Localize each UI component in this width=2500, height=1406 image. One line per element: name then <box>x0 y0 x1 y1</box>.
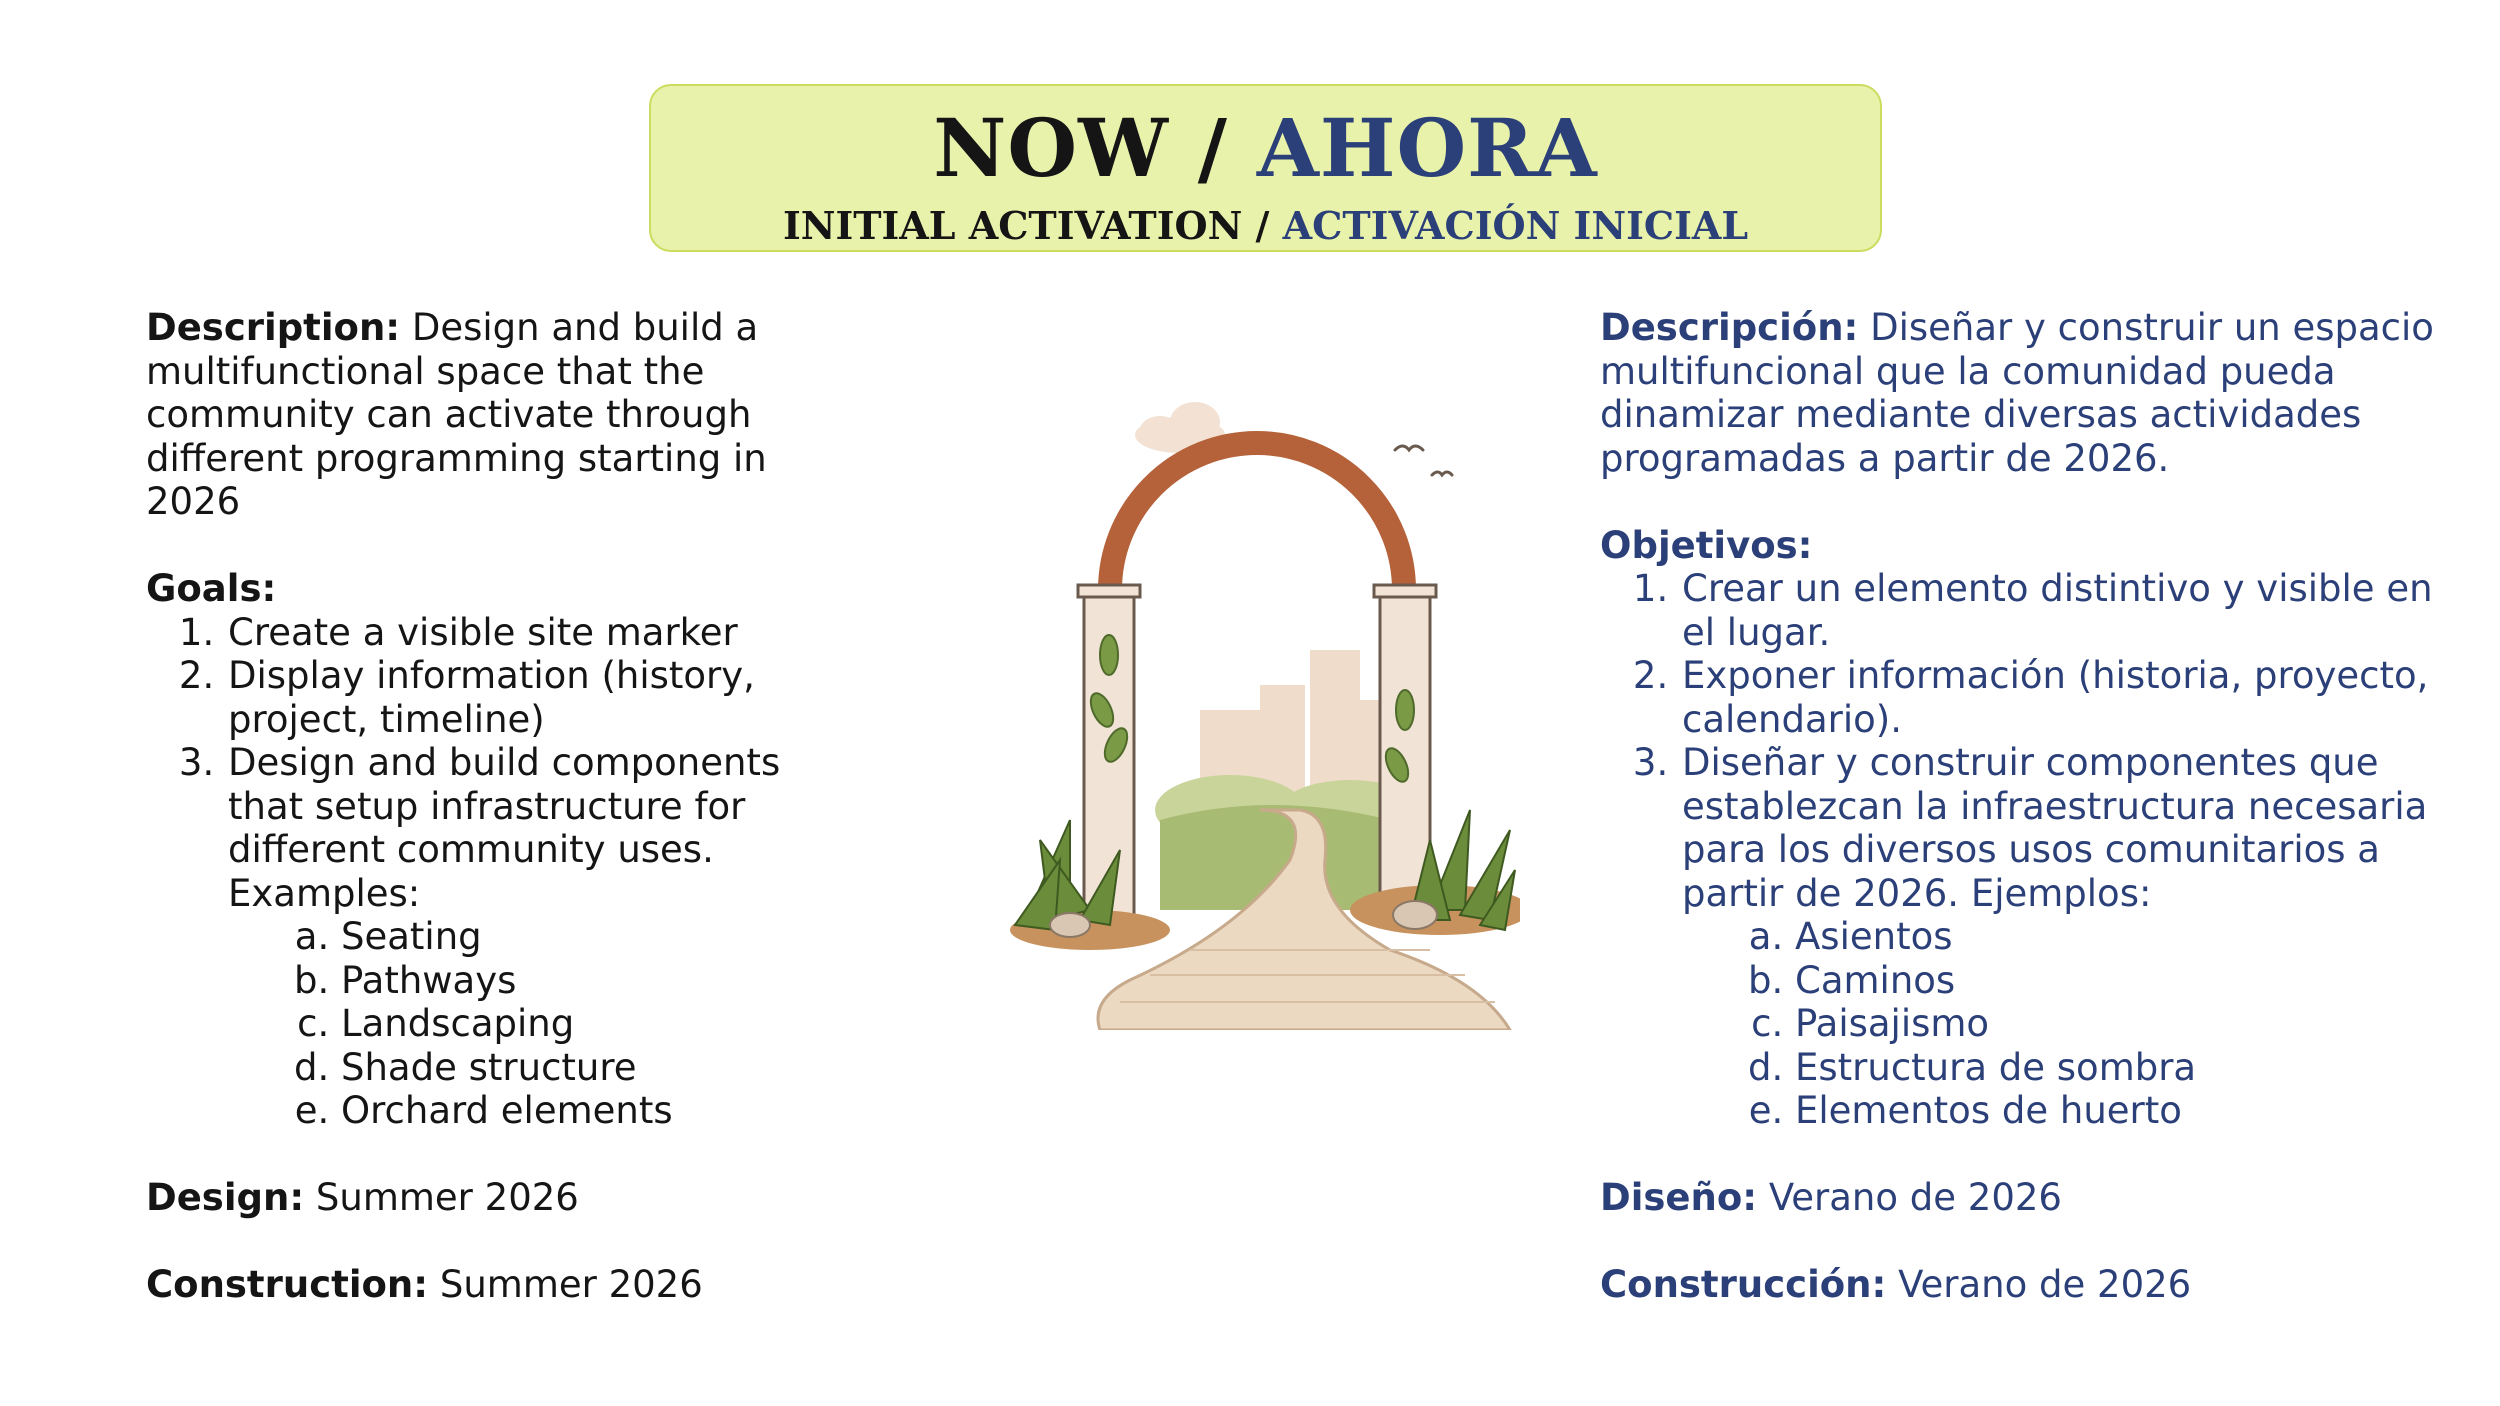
english-construction-value: Summer 2026 <box>428 1263 703 1306</box>
spanish-example-item: e. Elementos de huerto <box>1795 1089 2450 1133</box>
archway <box>1110 443 1404 590</box>
english-description <box>146 306 866 524</box>
english-goal-item: 1. Create a visible site marker <box>226 611 866 655</box>
english-examples-list <box>228 915 866 1133</box>
spanish-column <box>1600 306 2450 1307</box>
birds-icon <box>1395 446 1452 475</box>
page-subtitle <box>651 203 1880 248</box>
spanish-goal-item: 1. Crear un elemento distintivo y visible en el lugar. <box>1680 567 2450 654</box>
subtitle-separator: / <box>1242 203 1283 248</box>
spanish-design-label: Diseño: <box>1600 1176 1758 1219</box>
english-construction-line <box>146 1263 866 1307</box>
english-column <box>146 306 866 1307</box>
english-example-item: b. Pathways <box>341 959 866 1003</box>
english-design-value: Summer 2026 <box>304 1176 579 1219</box>
spanish-goals-heading: Objetivos: <box>1600 523 1813 567</box>
spanish-design-line <box>1600 1176 2450 1220</box>
english-description-text: Design and build a multifunctional space that the community can activate through different programming starting in 2026 <box>146 306 767 523</box>
english-example-item: e. Orchard elements <box>341 1089 866 1133</box>
title-spanish: AHORA <box>1256 101 1598 195</box>
spanish-description <box>1600 306 2450 480</box>
spanish-example-item: b. Caminos <box>1795 959 2450 1003</box>
spanish-goals-label <box>1600 524 2450 568</box>
spanish-description-text: Diseñar y construir un espacio multifuncional que la comunidad pueda dinamizar mediante diversas actividades programadas a partir de 2026. <box>1600 306 2434 480</box>
english-goal-item: 2. Display information (history, project, timeline) <box>226 654 866 741</box>
spanish-construction-line <box>1600 1263 2450 1307</box>
spanish-goals-list <box>1600 567 2450 1133</box>
spanish-example-item: c. Paisajismo <box>1795 1002 2450 1046</box>
english-goal-text: Design and build components that setup infrastructure for different community uses. Examples: <box>228 741 781 915</box>
english-example-item: d. Shade structure <box>341 1046 866 1090</box>
garden-archway-illustration <box>1010 390 1520 1030</box>
spanish-goal-item: 2. Exponer información (historia, proyecto, calendario). <box>1680 654 2450 741</box>
english-description-label: Description: <box>146 306 401 349</box>
spanish-construction-label: Construcción: <box>1600 1263 1887 1306</box>
english-goal-item <box>226 741 866 1133</box>
spanish-description-label: Descripción: <box>1600 306 1859 349</box>
english-design-label: Design: <box>146 1176 305 1219</box>
english-construction-label: Construction: <box>146 1263 429 1306</box>
subtitle-spanish: ACTIVACIÓN INICIAL <box>1282 203 1749 248</box>
spanish-goal-item <box>1680 741 2450 1133</box>
spanish-design-value: Verano de 2026 <box>1757 1176 2062 1219</box>
spanish-examples-list <box>1682 915 2450 1133</box>
title-english: NOW <box>933 101 1169 195</box>
title-separator: / <box>1168 101 1257 195</box>
english-design-line <box>146 1176 866 1220</box>
english-goals-heading: Goals: <box>146 567 277 610</box>
subtitle-english: INITIAL ACTIVATION <box>782 203 1243 248</box>
page-title <box>651 101 1880 195</box>
english-goals-label <box>146 567 866 611</box>
title-banner <box>649 84 1882 252</box>
english-goals-list <box>146 611 866 1133</box>
english-example-item: a. Seating <box>341 915 866 959</box>
spanish-construction-value: Verano de 2026 <box>1886 1263 2192 1306</box>
spanish-example-item: d. Estructura de sombra <box>1795 1046 2450 1090</box>
english-example-item: c. Landscaping <box>341 1002 866 1046</box>
spanish-goal-text: Diseñar y construir componentes que establezcan la infraestructura necesaria para los diversos usos comunitarios a partir de 2026. Ejemplos: <box>1682 741 2428 915</box>
spanish-example-item: a. Asientos <box>1795 915 2450 959</box>
